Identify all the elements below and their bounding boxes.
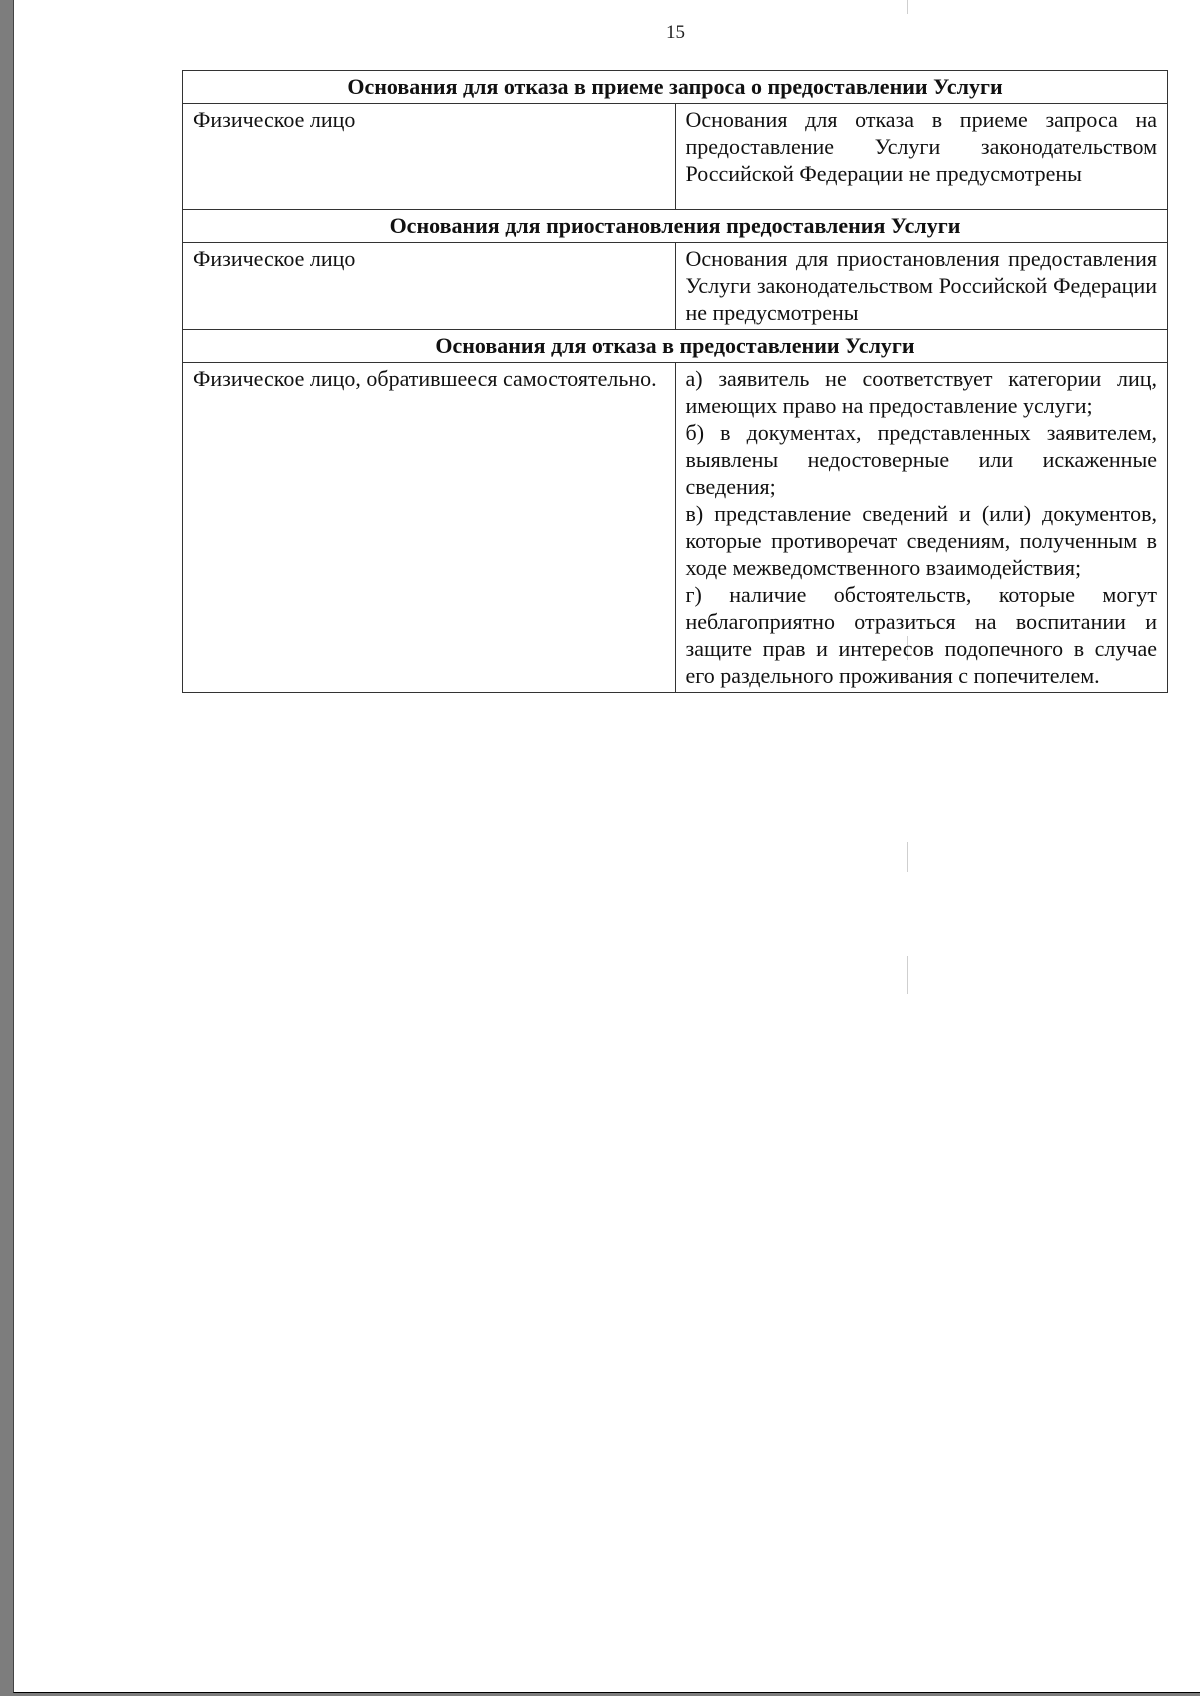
applicant-cell: Физическое лицо, обратившееся самостоятельно. <box>183 363 676 693</box>
scan-artifact <box>907 956 908 994</box>
table-heading-row <box>183 210 1168 243</box>
applicant-cell: Физическое лицо <box>183 104 676 210</box>
grounds-item-g: г) наличие обстоятельств, которые могут неблагоприятно отразиться на воспитании и защите прав и интересов подопечного в случае его раздельного проживания с попечителем. <box>685 582 1157 688</box>
table-row <box>183 243 1168 330</box>
applicant-cell: Физическое лицо <box>183 243 676 330</box>
table-row <box>183 363 1168 693</box>
page-number: 15 <box>666 22 685 43</box>
section-heading-refusal-of-service: Основания для отказа в предоставлении Услуги <box>183 330 1168 363</box>
grounds-cell: Основания для приостановления предоставления Услуги законодательством Российской Федерации не предусмотрены <box>675 243 1168 330</box>
grounds-item-v: в) представление сведений и (или) документов, которые противоречат сведениям, полученным в ходе межведомственного взаимодействия; <box>685 501 1157 580</box>
grounds-cell: Основания для отказа в приеме запроса на предоставление Услуги законодательством Российской Федерации не предусмотрены <box>675 104 1168 210</box>
grounds-item-b: б) в документах, представленных заявителем, выявлены недостоверные или искаженные сведения; <box>685 420 1157 499</box>
table-row <box>183 104 1168 210</box>
document-page <box>13 0 1200 1693</box>
grounds-list-cell <box>675 363 1168 693</box>
table-heading-row <box>183 330 1168 363</box>
section-heading-refusal-to-accept: Основания для отказа в приеме запроса о предоставлении Услуги <box>183 71 1168 104</box>
grounds-item-a: а) заявитель не соответствует категории лиц, имеющих право на предоставление услуги; <box>685 366 1157 418</box>
grounds-table <box>182 70 1168 693</box>
table-heading-row <box>183 71 1168 104</box>
scan-artifact <box>907 0 908 14</box>
scan-artifact <box>907 842 908 872</box>
section-heading-suspension: Основания для приостановления предоставления Услуги <box>183 210 1168 243</box>
